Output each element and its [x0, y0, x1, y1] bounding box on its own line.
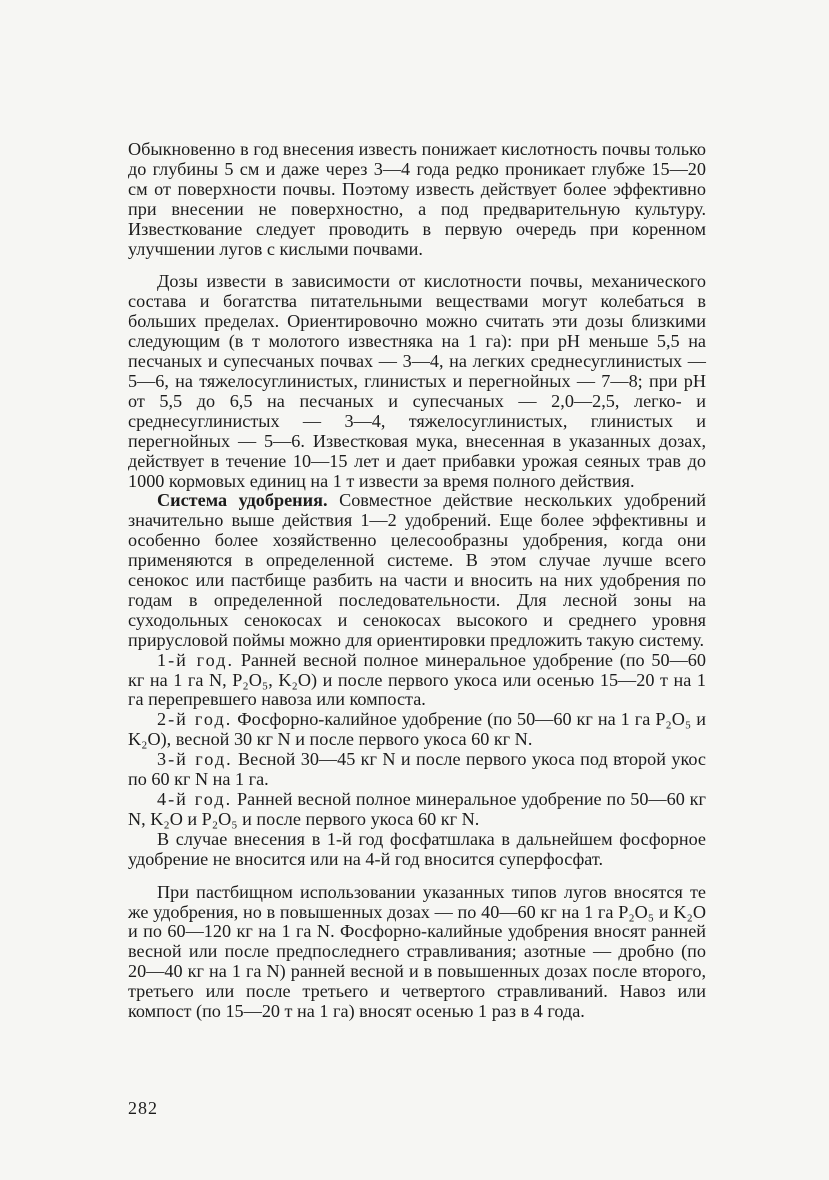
paragraph-year-3 — [128, 750, 706, 790]
year-1-label: 1-й год. — [157, 649, 235, 670]
paragraph-liming-depth: Обыкновенно в год внесения известь понижает кислотность почвы только до глубины 5 см и даже через 3—4 года редко проникает глубже 15—20 см от поверхности почвы. Поэтому известь действует более эффективно при внесении не поверхностно, а под предварительную культуру. Известкование следует проводить в первую очередь при коренном улучшении лугов с кислыми почвами. — [128, 139, 706, 259]
paragraph-year-1 — [128, 651, 706, 711]
fertilizer-system-text: Совместное действие нескольких удобрений значительно выше действия 1—2 удобрений. Еще более эффективны и особенно более хозяйственно целесообразны удобрения, когда они применяются в определенной системе. В этом случае лучше всего сенокос или пастбище разбить на части и вносить на них удобрения по годам в определенной последовательности. Для лесной зоны на суходольных сенокосах и сенокосах высокого и среднего уровня прирусловой поймы можно для ориентировки предложить такую систему. — [128, 490, 706, 650]
year-4-text: Ранней весной полное минеральное удобрение по 50—60 кг N, K₂O и P₂O₅ и после первого укоса 60 кг N. — [128, 789, 706, 829]
year-2-label: 2-й год. — [157, 709, 233, 730]
page-number: 282 — [128, 1098, 158, 1118]
text-column — [128, 140, 706, 1022]
year-2-text: Фосфорно-калийное удобрение (по 50—60 кг на 1 га P₂O₅ и K₂O), весной 30 кг N и после первого укоса 60 кг N. — [128, 709, 706, 750]
year-1-text: Ранней весной полное минеральное удобрение (по 50—60 кг на 1 га N, P₂O₅, K₂O) и после первого укоса или осенью 15—20 т на 1 га перепревшего навоза или компоста. — [128, 649, 706, 710]
paragraph-pasture-use: При пастбищном использовании указанных типов лугов вносятся те же удобрения, но в повышенных дозах — по 40—60 кг на 1 га P₂O₅ и K₂O и по 60—120 кг на 1 га N. Фосфорно-калийные удобрения вносят ранней весной или после предпоследнего стравливания; азотные — дробно (по 20—40 кг на 1 га N) ранней весной и в повышенных дозах после второго, третьего или после третьего и четвертого стравливаний. Навоз или компост (по 15—20 т на 1 га) вносят осенью 1 раз в 4 года. — [128, 881, 706, 1022]
year-3-text: Весной 30—45 кг N и после первого укоса под второй укос по 60 кг N на 1 га. — [128, 749, 706, 790]
paragraph-phosphate-slag: В случае внесения в 1-й год фосфатшлака в дальнейшем фосфорное удобрение не вносится или на 4-й год вносится суперфосфат. — [128, 828, 706, 869]
paragraph-lime-doses: Дозы извести в зависимости от кислотности почвы, механического состава и богатства питательными веществами могут колебаться в больших пределах. Ориентировочно можно считать эти дозы близкими следующим (в т молотого известняка на 1 га): при pH меньше 5,5 на песчаных и супесчаных почвах — 3—4, на легких среднесуглинистых — 5—6, на тяжелосуглинистых, глинистых и перегнойных — 7—8; при pH от 5,5 до 6,5 на песчаных и супесчаных — 2,0—2,5, легко- и среднесуглинистых — 3—4, тяжелосуглинистых, глинистых и перегнойных — 5—6. Известковая мука, внесенная в указанных дозах, действует в течение 10—15 лет и дает прибавки урожая сеяных трав до 1000 кормовых единиц на 1 т извести за время полного действия. — [128, 271, 706, 491]
paragraph-fertilizer-system — [128, 491, 706, 650]
paragraph-year-2 — [128, 710, 706, 750]
year-3-label: 3-й год. — [157, 749, 233, 770]
paragraph-year-4 — [128, 790, 706, 830]
section-heading-fertilizer-system: Система удобрения. — [157, 490, 328, 511]
year-4-label: 4-й год. — [157, 789, 233, 809]
